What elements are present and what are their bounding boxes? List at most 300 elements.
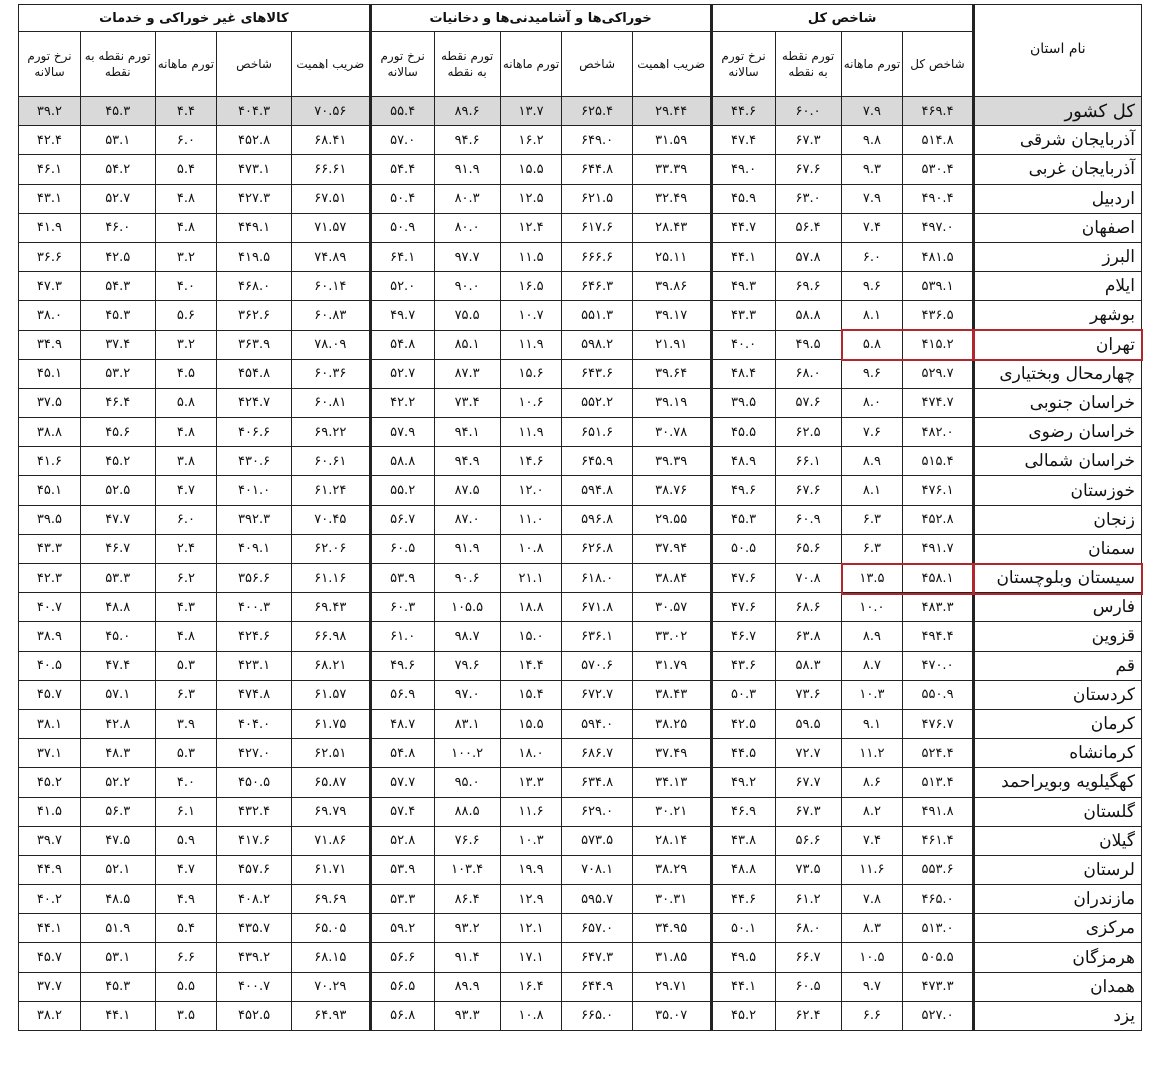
value-cell: ۶۳.۸ [775, 622, 841, 651]
value-cell: ۴۷۳.۱ [217, 155, 292, 184]
value-cell: ۴۸.۷ [370, 709, 434, 738]
value-cell: ۴۷.۵ [80, 826, 155, 855]
value-cell: ۶۰.۵ [775, 972, 841, 1001]
value-cell: ۴۱.۵ [19, 797, 81, 826]
value-cell: ۶۱.۷۱ [291, 855, 370, 884]
table-row [19, 885, 1142, 914]
value-cell: ۶۶.۷ [775, 943, 841, 972]
value-cell: ۶۶۵.۰ [562, 1001, 632, 1030]
value-cell: ۶۴۵.۹ [562, 447, 632, 476]
value-cell: ۱۱.۹ [500, 418, 562, 447]
value-cell: ۱۹.۹ [500, 855, 562, 884]
value-cell: ۶.۰ [155, 505, 217, 534]
value-cell: ۴۴.۹ [19, 855, 81, 884]
value-cell: ۶۲.۵ [775, 418, 841, 447]
value-cell: ۴۰.۲ [19, 885, 81, 914]
value-cell: ۸۷.۵ [434, 476, 500, 505]
value-cell: ۴۳۲.۴ [217, 797, 292, 826]
value-cell: ۹.۶ [841, 272, 903, 301]
value-cell: ۶۶۶.۶ [562, 242, 632, 271]
value-cell: ۴۹.۶ [370, 651, 434, 680]
value-cell: ۵۹.۵ [775, 709, 841, 738]
value-cell: ۴۵.۶ [80, 418, 155, 447]
value-cell: ۹۷.۷ [434, 242, 500, 271]
value-cell: ۶۲۶.۸ [562, 534, 632, 563]
value-cell: ۶.۰ [155, 126, 217, 155]
value-cell: ۴۹.۷ [370, 301, 434, 330]
value-cell: ۶۷.۵۱ [291, 184, 370, 213]
value-cell: ۴۳۶.۵ [903, 301, 973, 330]
value-cell: ۶۱.۵۷ [291, 680, 370, 709]
table-row [19, 564, 1142, 593]
value-cell: ۵۵۲.۲ [562, 388, 632, 417]
value-cell: ۸.۷ [841, 651, 903, 680]
value-cell: ۴۵.۳ [80, 301, 155, 330]
province-name-cell: یزد [973, 1001, 1141, 1030]
value-cell: ۴۸.۳ [80, 739, 155, 768]
value-cell: ۷.۴ [841, 213, 903, 242]
value-cell: ۴۴.۶ [711, 885, 775, 914]
value-cell: ۶۴۹.۰ [562, 126, 632, 155]
value-cell: ۱۰.۷ [500, 301, 562, 330]
value-cell: ۷۱.۸۶ [291, 826, 370, 855]
value-cell: ۵.۳ [155, 739, 217, 768]
value-cell: ۶۶.۹۸ [291, 622, 370, 651]
value-cell: ۴۱۹.۵ [217, 242, 292, 271]
value-cell: ۴۳۹.۲ [217, 943, 292, 972]
nonfood-subheader-2: شاخص [217, 32, 292, 97]
value-cell: ۳۸.۸ [19, 418, 81, 447]
value-cell: ۴۵۰.۵ [217, 768, 292, 797]
value-cell: ۴۹۰.۴ [903, 184, 973, 213]
value-cell: ۶۴۶.۳ [562, 272, 632, 301]
value-cell: ۹۰.۰ [434, 272, 500, 301]
value-cell: ۵.۴ [155, 914, 217, 943]
value-cell: ۴۵.۷ [19, 943, 81, 972]
food-subheader-3: تورم ماهانه [500, 32, 562, 97]
value-cell: ۳۸.۲۵ [632, 709, 711, 738]
value-cell: ۵۸.۳ [775, 651, 841, 680]
value-cell: ۷۳.۴ [434, 388, 500, 417]
value-cell: ۹.۸ [841, 126, 903, 155]
value-cell: ۶.۶ [155, 943, 217, 972]
value-cell: ۴۹۱.۸ [903, 797, 973, 826]
value-cell: ۹۳.۳ [434, 1001, 500, 1030]
value-cell: ۴.۰ [155, 272, 217, 301]
value-cell: ۳۱.۵۹ [632, 126, 711, 155]
value-cell: ۴.۴ [155, 97, 217, 126]
table-row [19, 184, 1142, 213]
value-cell: ۴۴.۶ [711, 97, 775, 126]
table-row [19, 826, 1142, 855]
value-cell: ۶۰.۱۴ [291, 272, 370, 301]
province-name-cell: خراسان رضوی [973, 418, 1141, 447]
table-row [19, 855, 1142, 884]
value-cell: ۴.۸ [155, 622, 217, 651]
value-cell: ۶۹.۲۲ [291, 418, 370, 447]
value-cell: ۹.۷ [841, 972, 903, 1001]
value-cell: ۹.۳ [841, 155, 903, 184]
value-cell: ۶.۰ [841, 242, 903, 271]
value-cell: ۴۴.۱ [19, 914, 81, 943]
value-cell: ۵۸.۸ [775, 301, 841, 330]
value-cell: ۴۷۶.۷ [903, 709, 973, 738]
value-cell: ۷۹.۶ [434, 651, 500, 680]
value-cell: ۴۶۸.۰ [217, 272, 292, 301]
value-cell: ۴۵۴.۸ [217, 359, 292, 388]
value-cell: ۴۱۷.۶ [217, 826, 292, 855]
value-cell: ۷.۶ [841, 418, 903, 447]
value-cell: ۴۸.۹ [711, 447, 775, 476]
value-cell: ۵۲.۷ [80, 184, 155, 213]
value-cell: ۶۱.۱۶ [291, 564, 370, 593]
value-cell: ۶۵۷.۰ [562, 914, 632, 943]
table-row [19, 155, 1142, 184]
value-cell: ۴۲.۴ [19, 126, 81, 155]
value-cell: ۹۴.۶ [434, 126, 500, 155]
value-cell: ۵۲.۸ [370, 826, 434, 855]
nonfood-subheader-1: ضریب اهمیت [291, 32, 370, 97]
value-cell: ۴۹۴.۴ [903, 622, 973, 651]
value-cell: ۴۱۵.۲ [903, 330, 973, 359]
value-cell: ۳۸.۰ [19, 301, 81, 330]
table-row [19, 622, 1142, 651]
value-cell: ۱۰۰.۲ [434, 739, 500, 768]
value-cell: ۹۵.۰ [434, 768, 500, 797]
value-cell: ۷۰.۵۶ [291, 97, 370, 126]
value-cell: ۵۳۰.۴ [903, 155, 973, 184]
nonfood-subheader-4: تورم نقطه به نقطه [80, 32, 155, 97]
value-cell: ۳.۸ [155, 447, 217, 476]
value-cell: ۴۵.۲ [80, 447, 155, 476]
value-cell: ۱۲.۹ [500, 885, 562, 914]
general-subheader-3: تورم نقطه به نقطه [775, 32, 841, 97]
value-cell: ۶۳۶.۱ [562, 622, 632, 651]
value-cell: ۴۲.۵ [711, 709, 775, 738]
value-cell: ۶۱.۲۴ [291, 476, 370, 505]
value-cell: ۱۰۵.۵ [434, 593, 500, 622]
value-cell: ۵۴.۲ [80, 155, 155, 184]
value-cell: ۶۵۱.۶ [562, 418, 632, 447]
value-cell: ۶۸.۶ [775, 593, 841, 622]
value-cell: ۷۲.۷ [775, 739, 841, 768]
value-cell: ۷۰.۸ [775, 564, 841, 593]
value-cell: ۵.۶ [155, 301, 217, 330]
value-cell: ۳۸.۸۴ [632, 564, 711, 593]
value-cell: ۴۹.۰ [711, 155, 775, 184]
value-cell: ۴۴۹.۱ [217, 213, 292, 242]
value-cell: ۴۵.۳ [80, 972, 155, 1001]
value-cell: ۴.۷ [155, 855, 217, 884]
value-cell: ۴۷.۶ [711, 564, 775, 593]
province-name-cell: سمنان [973, 534, 1141, 563]
value-cell: ۶۶.۱ [775, 447, 841, 476]
value-cell: ۸.۳ [841, 914, 903, 943]
province-name-cell: اصفهان [973, 213, 1141, 242]
value-cell: ۴۷۰.۰ [903, 651, 973, 680]
value-cell: ۲۹.۴۴ [632, 97, 711, 126]
province-name-cell: اردبیل [973, 184, 1141, 213]
value-cell: ۳۶.۶ [19, 242, 81, 271]
table-row [19, 797, 1142, 826]
value-cell: ۳۱.۸۵ [632, 943, 711, 972]
value-cell: ۴۹۷.۰ [903, 213, 973, 242]
value-cell: ۴۹.۵ [711, 943, 775, 972]
table-row [19, 476, 1142, 505]
value-cell: ۱۲.۵ [500, 184, 562, 213]
value-cell: ۶۸.۲۱ [291, 651, 370, 680]
table-row [19, 330, 1142, 359]
value-cell: ۶.۶ [841, 1001, 903, 1030]
value-cell: ۴۵۲.۸ [903, 505, 973, 534]
value-cell: ۶۰.۳ [370, 593, 434, 622]
value-cell: ۴.۹ [155, 885, 217, 914]
value-cell: ۴۵.۲ [711, 1001, 775, 1030]
value-cell: ۸.۹ [841, 447, 903, 476]
value-cell: ۸.۱ [841, 476, 903, 505]
value-cell: ۳۹.۲ [19, 97, 81, 126]
value-cell: ۲۹.۷۱ [632, 972, 711, 1001]
value-cell: ۳۹.۵ [19, 505, 81, 534]
value-cell: ۵۳.۱ [80, 126, 155, 155]
value-cell: ۳۸.۲۹ [632, 855, 711, 884]
value-cell: ۲۸.۴۳ [632, 213, 711, 242]
value-cell: ۵۱۴.۸ [903, 126, 973, 155]
food-subheader-2: شاخص [562, 32, 632, 97]
value-cell: ۵۵۳.۶ [903, 855, 973, 884]
value-cell: ۳۹.۶۴ [632, 359, 711, 388]
value-cell: ۲۹.۵۵ [632, 505, 711, 534]
table-row [19, 213, 1142, 242]
value-cell: ۵۴.۸ [370, 330, 434, 359]
table-row [19, 534, 1142, 563]
value-cell: ۴۵.۰ [80, 622, 155, 651]
value-cell: ۴۰۸.۲ [217, 885, 292, 914]
value-cell: ۳۶۲.۶ [217, 301, 292, 330]
value-cell: ۶۴۷.۳ [562, 943, 632, 972]
value-cell: ۲.۴ [155, 534, 217, 563]
value-cell: ۱۲.۰ [500, 476, 562, 505]
province-name-cell: گیلان [973, 826, 1141, 855]
value-cell: ۶۷.۳ [775, 797, 841, 826]
inflation-table-container [18, 4, 1142, 1031]
value-cell: ۴۰.۷ [19, 593, 81, 622]
value-cell: ۶۷.۶ [775, 155, 841, 184]
value-cell: ۵۶.۵ [370, 972, 434, 1001]
value-cell: ۴۵.۳ [80, 97, 155, 126]
value-cell: ۵۶.۴ [775, 213, 841, 242]
value-cell: ۶۷۲.۷ [562, 680, 632, 709]
value-cell: ۴۷.۴ [711, 126, 775, 155]
value-cell: ۸۰.۳ [434, 184, 500, 213]
value-cell: ۵۰.۱ [711, 914, 775, 943]
province-name-cell: فارس [973, 593, 1141, 622]
value-cell: ۶۴.۱ [370, 242, 434, 271]
value-cell: ۱۵.۰ [500, 622, 562, 651]
province-name-cell: کردستان [973, 680, 1141, 709]
value-cell: ۴۶.۰ [80, 213, 155, 242]
value-cell: ۴۶۹.۴ [903, 97, 973, 126]
value-cell: ۵۷.۹ [370, 418, 434, 447]
value-cell: ۴۶.۱ [19, 155, 81, 184]
value-cell: ۴۰۹.۱ [217, 534, 292, 563]
value-cell: ۵.۵ [155, 972, 217, 1001]
value-cell: ۵۷.۶ [775, 388, 841, 417]
value-cell: ۷۵.۵ [434, 301, 500, 330]
value-cell: ۳۹.۵ [711, 388, 775, 417]
value-cell: ۴.۷ [155, 476, 217, 505]
table-row [19, 943, 1142, 972]
value-cell: ۴۲۷.۰ [217, 739, 292, 768]
value-cell: ۷۸.۰۹ [291, 330, 370, 359]
value-cell: ۹۴.۹ [434, 447, 500, 476]
value-cell: ۵۶.۳ [80, 797, 155, 826]
value-cell: ۴۵۲.۸ [217, 126, 292, 155]
food-subheader-1: ضریب اهمیت [632, 32, 711, 97]
value-cell: ۴۳۵.۷ [217, 914, 292, 943]
value-cell: ۵۷۰.۶ [562, 651, 632, 680]
value-cell: ۶۴۴.۹ [562, 972, 632, 1001]
value-cell: ۲۵.۱۱ [632, 242, 711, 271]
value-cell: ۶۰.۸۱ [291, 388, 370, 417]
nonfood-subheader-3: تورم ماهانه [155, 32, 217, 97]
table-row [19, 301, 1142, 330]
value-cell: ۴۸۲.۰ [903, 418, 973, 447]
table-row [19, 914, 1142, 943]
value-cell: ۶.۲ [155, 564, 217, 593]
value-cell: ۸.۶ [841, 768, 903, 797]
value-cell: ۴۴.۵ [711, 739, 775, 768]
value-cell: ۹۰.۶ [434, 564, 500, 593]
value-cell: ۷۰۸.۱ [562, 855, 632, 884]
value-cell: ۷۳.۵ [775, 855, 841, 884]
value-cell: ۳۹.۱۷ [632, 301, 711, 330]
value-cell: ۸۰.۰ [434, 213, 500, 242]
value-cell: ۴۵.۲ [19, 768, 81, 797]
value-cell: ۶۳.۰ [775, 184, 841, 213]
value-cell: ۴۰۱.۰ [217, 476, 292, 505]
province-name-cell: خوزستان [973, 476, 1141, 505]
table-row [19, 739, 1142, 768]
value-cell: ۴۴.۱ [711, 972, 775, 1001]
value-cell: ۶۶.۶۱ [291, 155, 370, 184]
value-cell: ۵۳.۱ [80, 943, 155, 972]
value-cell: ۳۲.۴۹ [632, 184, 711, 213]
table-row [19, 709, 1142, 738]
value-cell: ۳۸.۹ [19, 622, 81, 651]
value-cell: ۵۱۳.۴ [903, 768, 973, 797]
value-cell: ۵.۴ [155, 155, 217, 184]
province-name-cell: قزوین [973, 622, 1141, 651]
province-name-cell: چهارمحال وبختیاری [973, 359, 1141, 388]
value-cell: ۶۷.۳ [775, 126, 841, 155]
value-cell: ۱۱.۲ [841, 739, 903, 768]
value-cell: ۱۱.۹ [500, 330, 562, 359]
value-cell: ۱۲.۱ [500, 914, 562, 943]
value-cell: ۵۴.۴ [370, 155, 434, 184]
value-cell: ۶۴۴.۸ [562, 155, 632, 184]
value-cell: ۶۹.۷۹ [291, 797, 370, 826]
value-cell: ۵۲.۷ [370, 359, 434, 388]
province-name-cell: بوشهر [973, 301, 1141, 330]
value-cell: ۵۰.۵ [711, 534, 775, 563]
value-cell: ۴۸.۸ [711, 855, 775, 884]
value-cell: ۵۹.۲ [370, 914, 434, 943]
value-cell: ۴۳.۳ [711, 301, 775, 330]
value-cell: ۲۱.۱ [500, 564, 562, 593]
value-cell: ۵۰۵.۵ [903, 943, 973, 972]
table-row [19, 388, 1142, 417]
value-cell: ۴۳۰.۶ [217, 447, 292, 476]
value-cell: ۳۹.۸۶ [632, 272, 711, 301]
value-cell: ۴۰.۵ [19, 651, 81, 680]
value-cell: ۴۰.۰ [711, 330, 775, 359]
value-cell: ۷.۹ [841, 97, 903, 126]
value-cell: ۶۸.۴۱ [291, 126, 370, 155]
value-cell: ۶۸.۰ [775, 359, 841, 388]
value-cell: ۳.۹ [155, 709, 217, 738]
value-cell: ۱۵.۴ [500, 680, 562, 709]
value-cell: ۴۹.۵ [775, 330, 841, 359]
value-cell: ۵۶.۷ [370, 505, 434, 534]
value-cell: ۶۰.۹ [775, 505, 841, 534]
value-cell: ۳۸.۷۶ [632, 476, 711, 505]
value-cell: ۴۰۰.۳ [217, 593, 292, 622]
province-name-cell: کل کشور [973, 97, 1141, 126]
value-cell: ۶۵.۶ [775, 534, 841, 563]
value-cell: ۵.۸ [155, 388, 217, 417]
value-cell: ۵۷.۸ [775, 242, 841, 271]
province-name-cell: مازندران [973, 885, 1141, 914]
value-cell: ۴۹.۲ [711, 768, 775, 797]
value-cell: ۱۵.۵ [500, 155, 562, 184]
value-cell: ۵۷۳.۵ [562, 826, 632, 855]
value-cell: ۴.۰ [155, 768, 217, 797]
province-name-cell: لرستان [973, 855, 1141, 884]
value-cell: ۴۷.۴ [80, 651, 155, 680]
value-cell: ۴۵۲.۵ [217, 1001, 292, 1030]
value-cell: ۳۷.۱ [19, 739, 81, 768]
table-row [19, 1001, 1142, 1030]
value-cell: ۶۰.۳۶ [291, 359, 370, 388]
value-cell: ۳.۲ [155, 242, 217, 271]
value-cell: ۴۵.۳ [711, 505, 775, 534]
value-cell: ۴۲.۸ [80, 709, 155, 738]
value-cell: ۳۴.۹۵ [632, 914, 711, 943]
value-cell: ۴۴.۷ [711, 213, 775, 242]
value-cell: ۷.۹ [841, 184, 903, 213]
value-cell: ۶۲.۴ [775, 1001, 841, 1030]
value-cell: ۳۵.۰۷ [632, 1001, 711, 1030]
value-cell: ۴۴.۱ [711, 242, 775, 271]
value-cell: ۵۷.۰ [370, 126, 434, 155]
value-cell: ۱۰.۸ [500, 1001, 562, 1030]
value-cell: ۸۹.۹ [434, 972, 500, 1001]
value-cell: ۵۵.۴ [370, 97, 434, 126]
value-cell: ۱۸.۰ [500, 739, 562, 768]
value-cell: ۴۵.۷ [19, 680, 81, 709]
value-cell: ۵۲۴.۴ [903, 739, 973, 768]
value-cell: ۵۲۷.۰ [903, 1001, 973, 1030]
food-subheader-4: تورم نقطه به نقطه [434, 32, 500, 97]
province-name-cell: آذربایجان غربی [973, 155, 1141, 184]
value-cell: ۴۴.۱ [80, 1001, 155, 1030]
value-cell: ۱۰۳.۴ [434, 855, 500, 884]
value-cell: ۱۷.۱ [500, 943, 562, 972]
value-cell: ۴۷.۷ [80, 505, 155, 534]
value-cell: ۴۰۴.۰ [217, 709, 292, 738]
value-cell: ۶۳۴.۸ [562, 768, 632, 797]
